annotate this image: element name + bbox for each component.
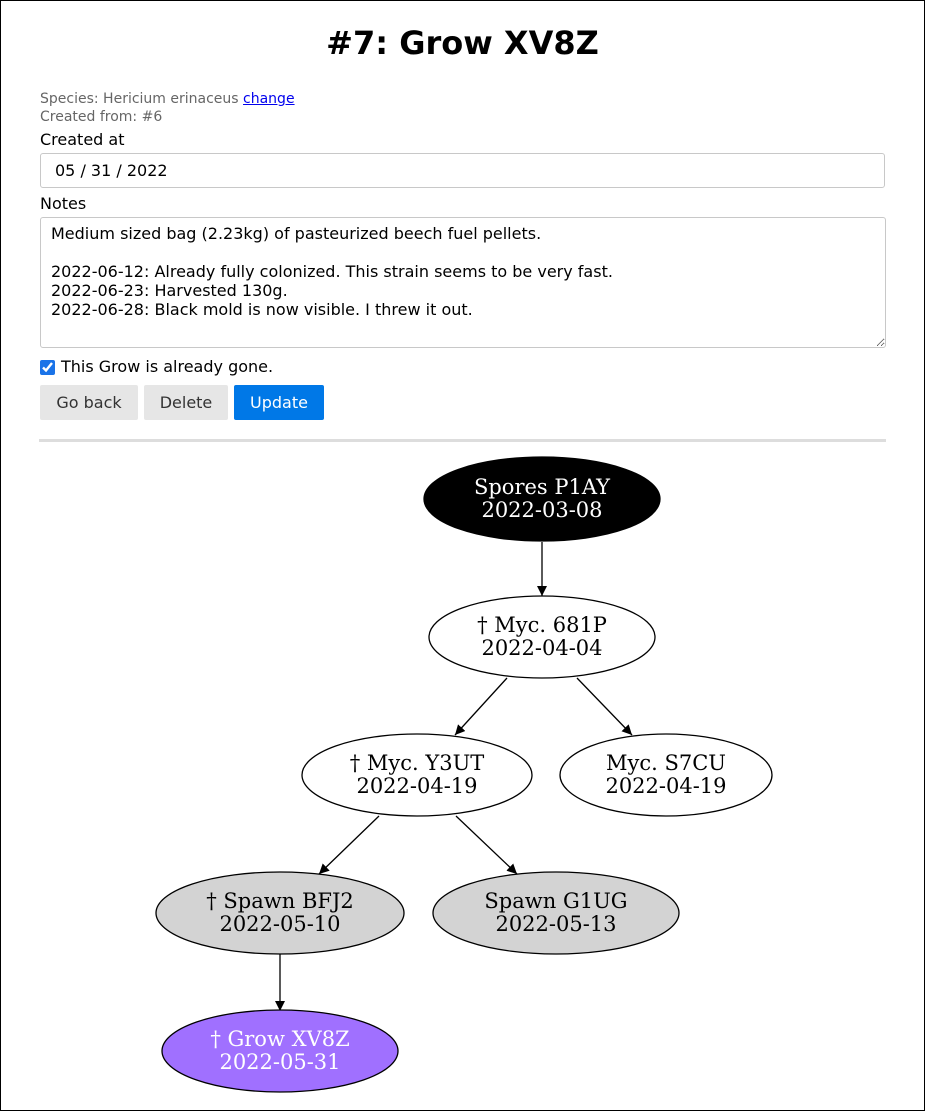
- graph-node-name: † Grow XV8Z: [210, 1027, 350, 1051]
- graph-node-spawn-g1ug[interactable]: [433, 872, 679, 954]
- edge-myc681p-mycs7cu: [577, 678, 632, 735]
- created-at-date-input[interactable]: 05 / 31 / 2022: [40, 153, 885, 188]
- lineage-graph: [1, 1, 924, 1110]
- graph-node-name: Myc. S7CU: [606, 751, 726, 775]
- graph-node-name: Spores P1AY: [473, 475, 611, 499]
- go-back-button[interactable]: Go back: [40, 385, 138, 420]
- graph-node-date: 2022-04-19: [605, 774, 727, 798]
- graph-node-myc-681p[interactable]: [429, 596, 655, 678]
- edge-mycy3ut-spawnbfj2: [319, 816, 379, 874]
- change-species-link[interactable]: change: [243, 91, 295, 107]
- graph-node-name: † Myc. 681P: [477, 613, 607, 637]
- graph-node-date: 2022-03-08: [481, 498, 603, 522]
- edge-mycy3ut-spawng1ug: [456, 816, 517, 874]
- graph-node-spores-p1ay[interactable]: [424, 457, 660, 541]
- graph-node-date: 2022-04-19: [356, 774, 478, 798]
- graph-node-date: 2022-05-31: [219, 1050, 341, 1074]
- graph-node-name: † Spawn BFJ2: [206, 889, 354, 913]
- graph-node-myc-s7cu[interactable]: [560, 734, 772, 816]
- graph-node-date: 2022-05-10: [219, 912, 341, 936]
- update-button[interactable]: Update: [234, 385, 324, 420]
- delete-button[interactable]: Delete: [144, 385, 228, 420]
- gone-checkbox-label: This Grow is already gone.: [61, 357, 274, 376]
- page-title: #7: Grow XV8Z: [326, 24, 599, 62]
- graph-node-date: 2022-05-13: [495, 912, 617, 936]
- graph-node-name: Spawn G1UG: [484, 889, 628, 913]
- graph-node-spawn-bfj2[interactable]: [156, 872, 404, 954]
- species-text: Species: Hericium erinaceus: [40, 91, 244, 107]
- graph-node-grow-xv8z[interactable]: [162, 1010, 398, 1092]
- graph-node-date: 2022-04-04: [481, 636, 603, 660]
- graph-node-name: † Myc. Y3UT: [349, 751, 485, 775]
- edge-myc681p-mycy3ut: [455, 678, 507, 735]
- created-from: Created from: #6: [40, 109, 163, 125]
- graph-node-myc-y3ut[interactable]: [302, 734, 532, 816]
- created-at-label: Created at: [40, 130, 125, 149]
- notes-label: Notes: [40, 194, 87, 213]
